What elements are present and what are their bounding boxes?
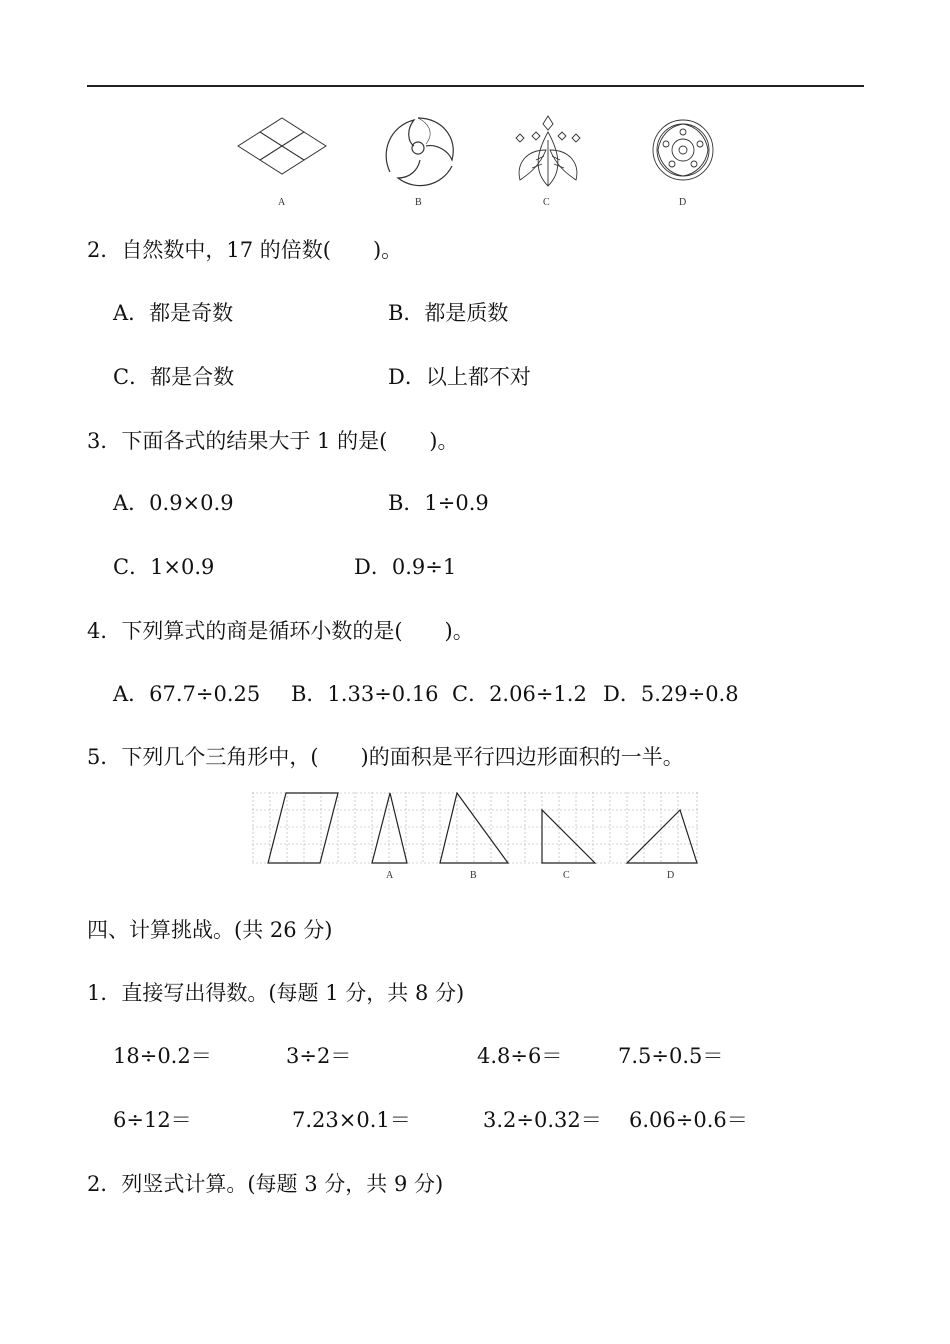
q5-grid	[252, 792, 698, 864]
calc-3: 4.8÷6＝	[477, 1044, 563, 1068]
q5-stem: 5．下列几个三角形中，( )的面积是平行四边形面积的一半。	[87, 745, 684, 769]
q2-option-c: C．都是合数	[113, 365, 235, 389]
q5-triangle-c	[542, 810, 595, 863]
calc-1: 18÷0.2＝	[113, 1044, 212, 1068]
calc-4: 7.5÷0.5＝	[618, 1044, 724, 1068]
q3-stem: 3．下面各式的结果大于 1 的是( )。	[87, 429, 459, 453]
q1-caption-d: D	[679, 197, 687, 208]
q5-caption-d: D	[667, 870, 675, 881]
calc-6: 7.23×0.1＝	[292, 1108, 411, 1132]
q1-figure-b	[386, 118, 453, 186]
q1-figure-a	[238, 118, 326, 174]
q1-figures	[220, 110, 740, 210]
q3-option-c: C．1×0.9	[113, 555, 215, 579]
q5-caption-c: C	[563, 870, 570, 881]
q2-stem: 2．自然数中，17 的倍数( )。	[87, 238, 403, 262]
q4-stem: 4．下列算式的商是循环小数的是( )。	[87, 619, 474, 643]
section4-title: 四、计算挑战。(共 26 分)	[87, 918, 333, 942]
section4-part2-title: 2．列竖式计算。(每题 3 分，共 9 分)	[87, 1172, 444, 1196]
calc-7: 3.2÷0.32＝	[483, 1108, 602, 1132]
q5-parallelogram	[268, 793, 338, 863]
q4-option-c: C．2.06÷1.2	[452, 682, 587, 706]
q2-option-a: A．都是奇数	[113, 301, 234, 325]
q1-caption-a: A	[278, 197, 286, 208]
q1-figure-c	[516, 116, 580, 186]
q4-option-a: A．67.7÷0.25	[113, 682, 261, 706]
q5-triangle-d	[627, 810, 697, 863]
q5-caption-b: B	[470, 870, 477, 881]
calc-8: 6.06÷0.6＝	[629, 1108, 748, 1132]
calc-2: 3÷2＝	[286, 1044, 352, 1068]
q3-option-a: A．0.9×0.9	[113, 491, 234, 515]
q2-option-b: B．都是质数	[388, 301, 509, 325]
q1-figure-d	[653, 120, 713, 180]
top-rule	[87, 85, 864, 87]
q3-option-b: B．1÷0.9	[388, 491, 489, 515]
q1-caption-c: C	[543, 197, 550, 208]
q2-option-d: D．以上都不对	[388, 365, 531, 389]
q4-option-b: B．1.33÷0.16	[291, 682, 439, 706]
calc-5: 6÷12＝	[113, 1108, 192, 1132]
q5-triangle-a	[372, 793, 407, 863]
q1-caption-b: B	[415, 197, 422, 208]
q3-option-d: D．0.9÷1	[354, 555, 457, 579]
q5-grid-figure	[252, 792, 699, 866]
q5-caption-a: A	[386, 870, 394, 881]
section4-part1-title: 1．直接写出得数。(每题 1 分，共 8 分)	[87, 981, 465, 1005]
q4-option-d: D．5.29÷0.8	[603, 682, 739, 706]
